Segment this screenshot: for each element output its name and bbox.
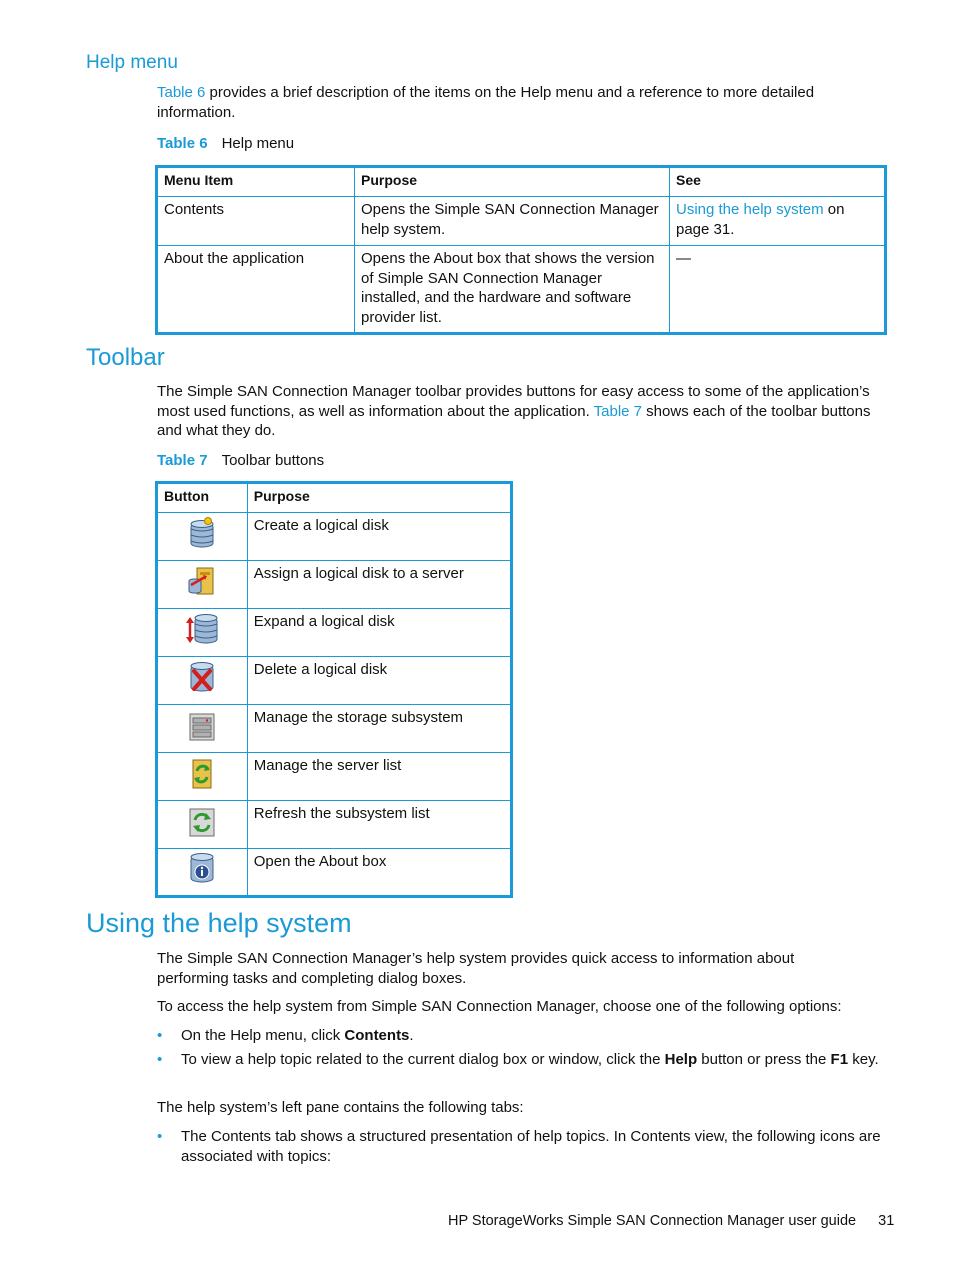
page-number: 31 — [878, 1213, 895, 1229]
table-row — [157, 657, 512, 705]
table-row — [157, 705, 512, 753]
table-7-caption: Table 7 Toolbar buttons — [157, 452, 325, 469]
table-row — [157, 561, 512, 609]
tabs-list — [157, 1127, 887, 1170]
table-header-row — [157, 483, 512, 513]
create-logical-disk-icon — [187, 517, 217, 551]
header-purpose: Purpose — [355, 167, 670, 197]
help-system-para1: The Simple SAN Connection Manager’s help system provides quick access to information about performing tasks and completing dialog boxes. — [157, 950, 795, 987]
cell-see: Using the help system on page 31. — [670, 197, 886, 246]
toolbar-heading: Toolbar — [86, 344, 165, 371]
cell-purpose: Open the About box — [247, 849, 511, 897]
header-see: See — [670, 167, 886, 197]
header-menu-item: Menu Item — [157, 167, 355, 197]
help-system-link[interactable]: Using the help system — [676, 201, 824, 218]
header-button: Button — [157, 483, 248, 513]
help-system-para3: The help system’s left pane contains the following tabs: — [157, 1099, 524, 1116]
cell-purpose: Refresh the subsystem list — [247, 801, 511, 849]
help-menu-heading: Help menu — [86, 52, 178, 73]
list-item: • The Contents tab shows a structured presentation of help topics. In Contents view, the following icons are associated with topics: — [157, 1128, 881, 1165]
help-system-para2: To access the help system from Simple SAN Connection Manager, choose one of the following options: — [157, 998, 842, 1015]
table-6-link[interactable]: Table 6 — [157, 84, 206, 101]
assign-logical-disk-icon — [185, 565, 219, 599]
table-6-caption: Table 6 Help menu — [157, 135, 295, 152]
cell-purpose: Manage the storage subsystem — [247, 705, 511, 753]
toolbar-table — [155, 481, 513, 898]
bullet-icon: • — [157, 1128, 163, 1145]
list-item: • On the Help menu, click Contents. — [157, 1027, 414, 1044]
footer-title: HP StorageWorks Simple SAN Connection Manager user guide — [448, 1213, 857, 1229]
table-row — [157, 801, 512, 849]
help-menu-table — [155, 165, 887, 335]
manage-server-list-icon — [187, 757, 217, 791]
cell-purpose: Expand a logical disk — [247, 609, 511, 657]
expand-logical-disk-icon — [185, 613, 219, 647]
table-row — [157, 609, 512, 657]
table-row — [157, 513, 512, 561]
help-access-list — [157, 1026, 887, 1073]
refresh-subsystem-list-icon — [187, 805, 217, 839]
cell-menu-item: About the application — [157, 246, 355, 334]
cell-purpose: Manage the server list — [247, 753, 511, 801]
table-row — [157, 246, 886, 334]
cell-menu-item: Contents — [157, 197, 355, 246]
list-item: • To view a help topic related to the current dialog box or window, click the Help button or press the F1 key. — [157, 1050, 879, 1068]
cell-purpose: Opens the Simple SAN Connection Manager help system. — [355, 197, 670, 246]
table-row — [157, 753, 512, 801]
help-system-heading: Using the help system — [86, 908, 352, 938]
cell-purpose: Create a logical disk — [247, 513, 511, 561]
cell-purpose: Opens the About box that shows the version of Simple SAN Connection Manager installed, and the hardware and software provider list. — [355, 246, 670, 334]
table-row — [157, 197, 886, 246]
table-7-link[interactable]: Table 7 — [593, 402, 643, 420]
cell-purpose: Assign a logical disk to a server — [247, 561, 511, 609]
manage-storage-subsystem-icon — [187, 709, 217, 743]
delete-logical-disk-icon — [187, 661, 217, 695]
bullet-icon: • — [157, 1050, 163, 1068]
bullet-icon: • — [157, 1027, 163, 1044]
toolbar-intro: The Simple SAN Connection Manager toolbar provides buttons for easy access to some of the application’s most used functions, as well as information about the application. Table 7 shows each of the toolbar buttons and what they do. — [157, 383, 871, 439]
about-box-icon — [187, 852, 217, 886]
header-purpose: Purpose — [247, 483, 511, 513]
help-menu-intro: Table 6 provides a brief description of the items on the Help menu and a reference to more detailed information. — [157, 84, 815, 121]
table-header-row — [157, 167, 886, 197]
table-row — [157, 849, 512, 897]
cell-see: — — [670, 246, 886, 334]
cell-purpose: Delete a logical disk — [247, 657, 511, 705]
page-footer — [448, 1213, 894, 1229]
